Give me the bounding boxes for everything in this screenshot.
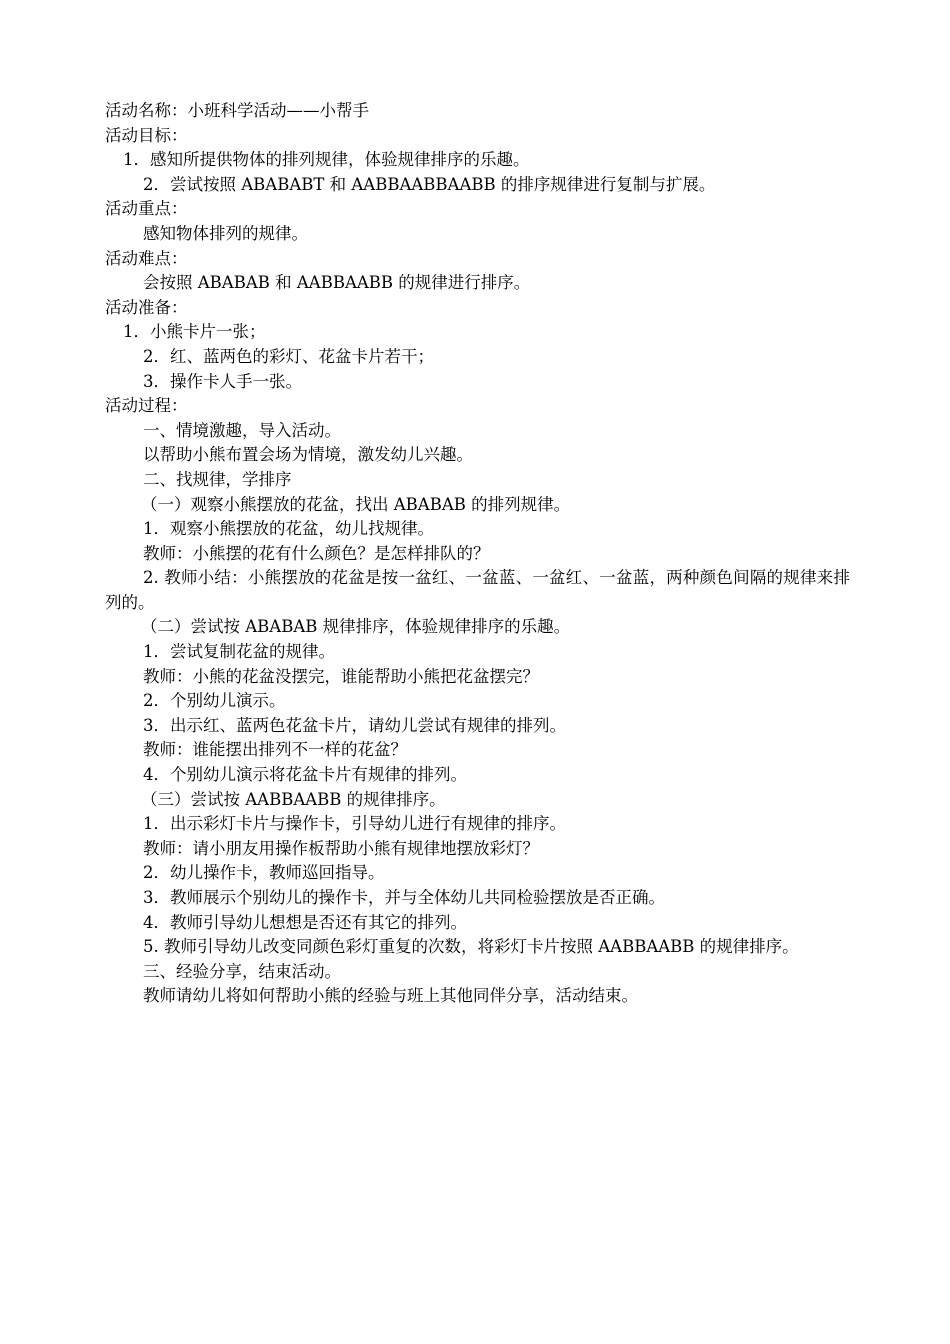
difficulty-text: 会按照 ABABAB 和 AABBAABB 的规律进行排序。 (143, 273, 531, 293)
part-2-step-3: 3．出示红、蓝两色花盆卡片，请幼儿尝试有规律的排列。 (143, 715, 566, 735)
section-3-text: 教师请幼儿将如何帮助小熊的经验与班上其他同伴分享，活动结束。 (143, 986, 638, 1006)
part-3-title: （三）尝试按 AABBAABB 的规律排序。 (141, 789, 446, 809)
process-heading: 活动过程： (105, 396, 188, 416)
part-3-step-1: 1．出示彩灯卡片与操作卡，引导幼儿进行有规律的排序。 (143, 814, 566, 834)
part-1-step-1: 1．观察小熊摆放的花盆，幼儿找规律。 (143, 519, 434, 539)
part-2-title: （二）尝试按 ABABAB 规律排序，体验规律排序的乐趣。 (141, 617, 571, 637)
section-2-title: 二、找规律，学排序 (143, 469, 292, 489)
part-1-title: （一）观察小熊摆放的花盆，找出 ABABAB 的排列规律。 (141, 494, 571, 514)
goal-item-1: 1．感知所提供物体的排列规律，体验规律排序的乐趣。 (123, 150, 530, 170)
document-body (105, 99, 850, 1009)
goal-item-2: 2．尝试按照 ABABABT 和 AABBAABBAABB 的排序规律进行复制与扩展。 (143, 174, 716, 194)
goals-heading: 活动目标： (105, 125, 188, 145)
key-point: 感知物体排列的规律。 (143, 223, 308, 243)
prep-item-3: 3．操作卡人手一张。 (143, 371, 302, 391)
part-1-step-2: 2. 教师小结：小熊摆放的花盆是按一盆红、一盆蓝、一盆红、一盆蓝，两种颜色间隔的规律来排列的。 (105, 568, 850, 612)
part-2-teacher-2: 教师：谁能摆出排列不一样的花盆？ (143, 740, 407, 760)
part-1-teacher: 教师：小熊摆的花有什么颜色？是怎样排队的？ (143, 543, 490, 563)
part-3-step-5: 5. 教师引导幼儿改变同颜色彩灯重复的次数，将彩灯卡片按照 AABBAABB 的规律排序。 (143, 937, 799, 957)
part-2-step-1: 1．尝试复制花盆的规律。 (143, 642, 335, 662)
section-1-title: 一、情境激趣，导入活动。 (143, 420, 341, 440)
activity-title: 活动名称：小班科学活动——小帮手 (105, 101, 369, 120)
part-3-step-4: 4．教师引导幼儿想想是否还有其它的排列。 (143, 912, 467, 932)
part-3-step-3: 3．教师展示个别幼儿的操作卡，并与全体幼儿共同检验摆放是否正确。 (143, 888, 665, 907)
part-2-teacher-1: 教师：小熊的花盆没摆完，谁能帮助小熊把花盆摆完？ (143, 666, 539, 686)
part-3-teacher: 教师：请小朋友用操作板帮助小熊有规律地摆放彩灯？ (143, 838, 539, 858)
key-heading: 活动重点： (105, 199, 188, 219)
difficulty-heading: 活动难点： (105, 248, 188, 268)
part-2-step-2: 2．个别幼儿演示。 (143, 691, 286, 711)
part-3-step-2: 2．幼儿操作卡，教师巡回指导。 (143, 863, 385, 883)
section-1-text: 以帮助小熊布置会场为情境，激发幼儿兴趣。 (143, 445, 473, 465)
prep-item-1: 1．小熊卡片一张； (123, 322, 266, 342)
prep-item-2: 2．红、蓝两色的彩灯、花盆卡片若干； (143, 346, 434, 366)
section-3-title: 三、经验分享，结束活动。 (143, 961, 341, 981)
part-2-step-4: 4．个别幼儿演示将花盆卡片有规律的排列。 (143, 765, 467, 785)
prep-heading: 活动准备： (105, 297, 188, 317)
